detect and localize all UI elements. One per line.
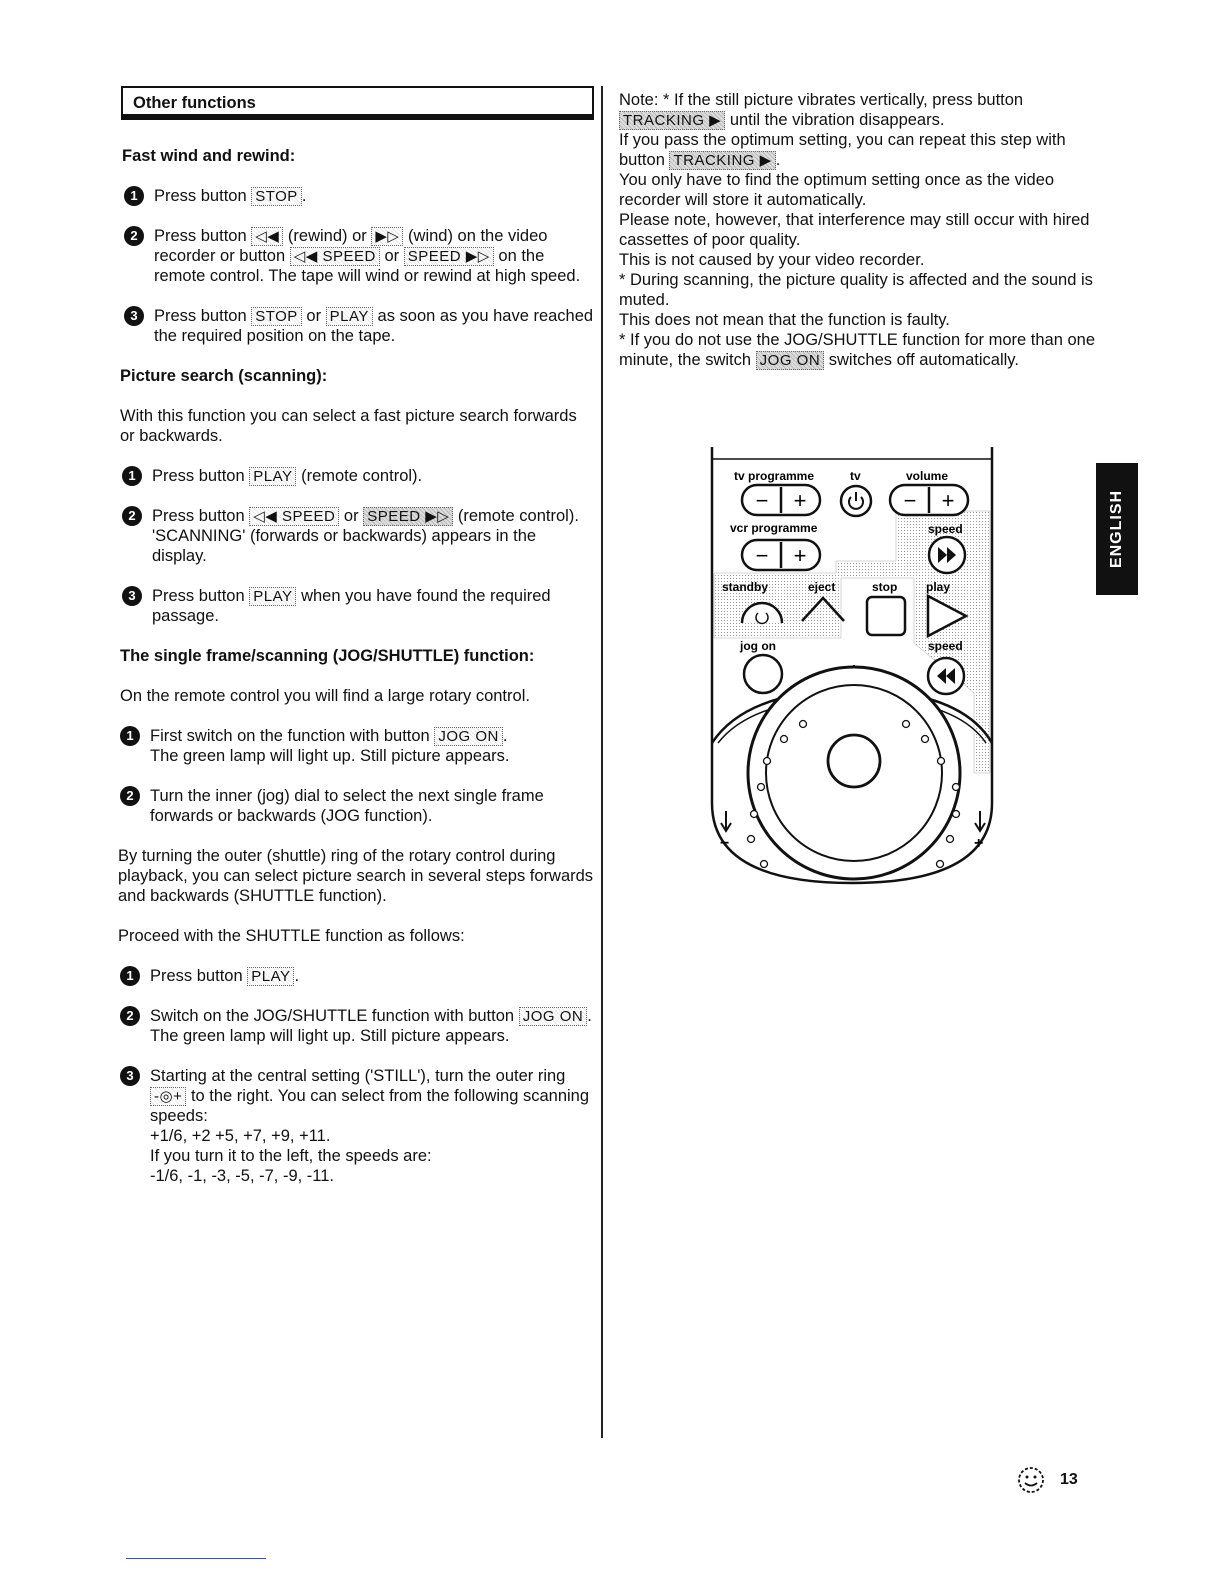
jog-on-key: JOG ON [434,727,503,746]
jog-step-2 [120,786,594,826]
fast-wind-heading: Fast wind and rewind: [122,147,296,165]
tv-programme-label: tv programme [734,469,815,483]
shuttle-proceed: Proceed with the SHUTTLE function as follows: [118,927,465,945]
plus-icon: + [793,543,807,568]
step-number: 2 [124,226,144,246]
step-number: 1 [120,966,140,986]
right-column [619,90,1099,370]
plus-icon: + [793,488,807,513]
step-text: Press button PLAY when you have found the required passage. [152,587,551,625]
language-tab [1096,463,1138,595]
step-number: 3 [120,1066,140,1086]
stop-key: STOP [251,187,302,206]
step-text: Press button PLAY . [150,967,300,985]
fast-wind-step-2 [124,226,594,286]
step-number: 2 [122,506,142,526]
note-line-8: * If you do not use the JOG/SHUTTLE function for more than one minute, the switch JOG ON switches off automatically. [619,331,1095,369]
step-number: 2 [120,1006,140,1026]
step-number: 3 [122,586,142,606]
step-text: Press button STOP . [154,187,307,205]
jog-step-1 [120,726,594,766]
step-text: Starting at the central setting ('STILL'), turn the outer ring -◎+ to the right. You can select from the following scanning speeds: +1/6, +2 +5, +7, +9, +11. If you turn it to the left, the speeds are: -1/6, -1, -3, -5, -7, -9, -11. [150,1067,590,1185]
jog-on-key: JOG ON [519,1007,588,1026]
stop-key: STOP [251,307,302,326]
remote-control-illustration [706,443,996,903]
shuttle-ring-key: -◎+ [150,1087,186,1106]
speed-rewind-key: ◁◀ SPEED [249,507,339,526]
note-line-7: This does not mean that the function is faulty. [619,311,950,329]
plus-icon: + [941,488,955,513]
step-text: First switch on the function with button JOG ON . The green lamp will light up. Still picture appears. [150,727,510,765]
step-text: Press button STOP or PLAY as soon as you have reached the required position on the tape. [154,307,594,345]
speed-top-label: speed [928,522,963,536]
jog-shuttle-intro: On the remote control you will find a large rotary control. [120,687,530,705]
jog-shuttle-heading: The single frame/scanning (JOG/SHUTTLE) function: [120,647,535,665]
jog-dial [828,735,880,787]
fast-wind-step-3 [124,306,594,346]
shuttle-step-1 [120,966,594,986]
shuttle-step-2 [120,1006,594,1046]
plus-icon: + [974,835,984,852]
speed-forward-key: SPEED ▶▷ [363,507,453,526]
step-text: Press button ◁◀ (rewind) or ▶▷ (wind) on the video recorder or button ◁◀ SPEED or SPEED ▶▷ on the remote control. The tape will wind or rewind at high speed. [154,227,581,285]
picture-search-heading: Picture search (scanning): [120,367,328,385]
note-line-1: Note: * If the still picture vibrates vertically, press button TRACKING ▶ until the vibration disappears. [619,91,1024,129]
page-footer [1014,1464,1078,1496]
step-number: 2 [120,786,140,806]
shuttle-step-3 [120,1066,594,1186]
speed-forward-key: SPEED ▶▷ [404,247,494,266]
minus-icon: − [720,835,730,852]
step-number: 1 [124,186,144,206]
play-label: play [926,580,951,594]
speed-bottom-label: speed [928,639,963,653]
volume-label: volume [906,469,949,483]
minus-icon: − [903,488,917,513]
section-title-text: Other functions [133,94,256,112]
step-number: 1 [122,466,142,486]
note-line-2: If you pass the optimum setting, you can repeat this step with button TRACKING ▶ . [619,131,1066,169]
section-title [121,86,594,116]
step-number: 1 [120,726,140,746]
rewind-key: ◁◀ [251,227,283,246]
speed-rewind-key: ◁◀ SPEED [290,247,380,266]
jog-on-key: JOG ON [756,351,825,370]
note-line-3: You only have to find the optimum setting once as the video recorder will store it automatically. [619,171,1055,209]
column-divider [601,86,603,1438]
play-key: PLAY [326,307,373,326]
note-line-6: * During scanning, the picture quality is affected and the sound is muted. [619,271,1093,309]
note-line-4: Please note, however, that interference may still occur with hired cassettes of poor quality. [619,211,1090,249]
tracking-key: TRACKING ▶ [619,111,725,130]
vcr-programme-label: vcr programme [730,521,818,535]
picture-search-step-3 [122,586,594,626]
minus-icon: − [755,488,769,513]
jog-on-button [744,655,782,693]
fast-wind-step-1 [124,186,594,206]
jog-on-label: jog on [740,639,776,653]
step-text: Switch on the JOG/SHUTTLE function with button JOG ON . The green lamp will light up. Still picture appears. [150,1007,592,1045]
step-text: Press button ◁◀ SPEED or SPEED ▶▷ (remote control). 'SCANNING' (forwards or backwards) appears in the display. [152,507,579,565]
eject-label: eject [808,580,836,594]
note-line-5: This is not caused by your video recorder. [619,251,925,269]
smiley-icon [1014,1464,1048,1496]
step-number: 3 [124,306,144,326]
shuttle-paragraph: By turning the outer (shuttle) ring of the rotary control during playback, you can select picture search in several steps forwards and backwards (SHUTTLE function). [118,847,594,905]
picture-search-intro: With this function you can select a fast picture search forwards or backwards. [120,407,577,445]
play-key: PLAY [247,967,294,986]
wind-key: ▶▷ [371,227,403,246]
step-text: Press button PLAY (remote control). [152,467,423,485]
play-key: PLAY [249,467,296,486]
picture-search-step-1 [122,466,594,486]
play-key: PLAY [249,587,296,606]
language-tab-label: ENGLISH [1108,489,1125,569]
picture-search-step-2 [122,506,594,566]
footer-rule [126,1558,266,1559]
tv-label: tv [850,469,861,483]
stop-button [867,597,905,635]
step-text: Turn the inner (jog) dial to select the next single frame forwards or backwards (JOG function). [150,787,544,825]
minus-icon: − [755,543,769,568]
stop-label: stop [872,580,898,594]
tracking-key: TRACKING ▶ [669,151,775,170]
page-number: 13 [1060,1471,1078,1488]
left-column [118,86,594,1186]
standby-label: standby [722,580,769,594]
